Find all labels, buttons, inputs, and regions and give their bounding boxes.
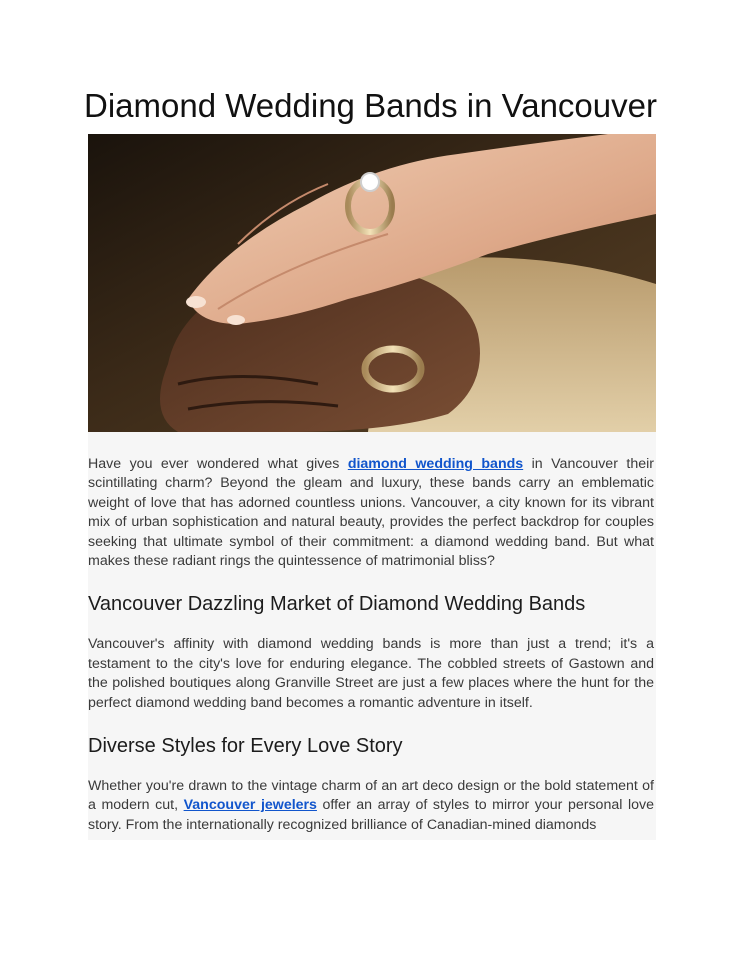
styles-paragraph	[88, 777, 654, 835]
intro-paragraph	[88, 455, 654, 571]
section-heading-styles: Diverse Styles for Every Love Story	[88, 735, 403, 758]
article-body	[88, 455, 654, 835]
page-bottom-margin	[0, 840, 741, 960]
diamond-wedding-bands-link[interactable]: diamond wedding bands	[347, 456, 524, 472]
styles-text-end: offer an array of styles to mirror your personal love story. From the internationally recognized brilliance of Canadian-mined diamonds	[88, 797, 654, 833]
section-heading-market: Vancouver Dazzling Market of Diamond Wedding Bands	[88, 593, 586, 616]
intro-text-start: Have you ever wondered what gives	[88, 456, 348, 472]
market-paragraph: Vancouver's affinity with diamond wedding bands is more than just a trend; it's a testament to the city's love for enduring elegance. The cobbled streets of Gastown and the polished boutiques along Granville Street are just a few places where the hunt for the perfect diamond wedding band becomes a romantic adventure in itself.	[88, 636, 654, 711]
intro-text-end: in Vancouver their scintillating charm? Beyond the gleam and luxury, these bands carry an emblematic weight of love that has adorned countless unions. Vancouver, a city known for its vibrant mix of urban sophistication and natural beauty, provides the perfect backdrop for couples seeking that ultimate symbol of their commitment: a diamond wedding band. But what makes these radiant rings the quintessence of matrimonial bliss?	[88, 456, 654, 570]
styles-text-start: Whether you're drawn to the vintage charm of an art deco design or the bold statement of a modern cut,	[88, 778, 654, 814]
page-title: Diamond Wedding Bands in Vancouver	[84, 87, 657, 124]
hero-image-hands-with-rings	[88, 134, 656, 432]
vancouver-jewelers-link[interactable]: Vancouver jewelers	[183, 797, 317, 814]
